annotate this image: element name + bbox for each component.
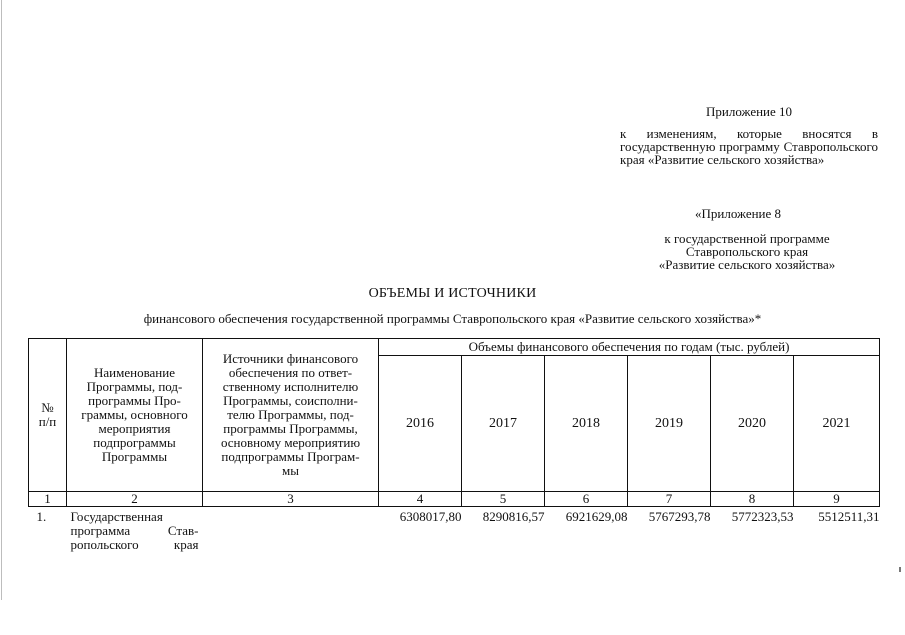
annex8-text [634, 232, 860, 271]
table-row [29, 507, 880, 553]
column-number: 8 [711, 492, 794, 507]
column-number: 3 [203, 492, 379, 507]
annex8-line: Ставропольского края [685, 244, 809, 259]
financing-table [28, 338, 880, 552]
header-name-line: граммы, основного [81, 407, 188, 422]
header-volumes: Объемы финансового обеспечения по годам (тыс. рублей) [379, 339, 880, 356]
column-number: 5 [462, 492, 545, 507]
header-num [29, 339, 67, 492]
row-name-line: ропольского края [70, 537, 199, 552]
annex8-title: «Приложение 8 [695, 206, 782, 221]
header-year: 2021 [794, 356, 880, 492]
header-year: 2016 [379, 356, 462, 492]
header-name-line: Программы, под- [86, 379, 183, 394]
row-value: 8290816,57 [482, 509, 545, 524]
header-num-line: п/п [38, 414, 57, 429]
document-title: ОБЪЕМЫ И ИСТОЧНИКИ [368, 286, 537, 301]
header-source-line: Программы, соисполни- [223, 393, 358, 408]
annex8-line: к государственной программе [664, 231, 830, 246]
header-year: 2020 [711, 356, 794, 492]
header-source-line: телю Программы, под- [227, 407, 354, 422]
header-row [29, 339, 880, 356]
row-name-line: программа Став- [70, 523, 199, 538]
column-number: 9 [794, 492, 880, 507]
column-number: 7 [628, 492, 711, 507]
header-source-line: обеспечения по ответ- [228, 365, 353, 380]
row-name [67, 507, 203, 553]
header-source-line: ственному исполнителю [222, 379, 359, 394]
column-number: 2 [67, 492, 203, 507]
row-value: 5512511,31 [818, 509, 880, 524]
annex8-line: «Развитие сельского хозяйства» [658, 257, 836, 272]
header-name-line: мероприятия [98, 421, 171, 436]
header-name [67, 339, 203, 492]
row-value: 6921629,08 [565, 509, 628, 524]
row-value: 5767293,78 [648, 509, 711, 524]
header-source-line: основному мероприятию [220, 435, 361, 450]
header-source-line: подпрограммы Програм- [221, 449, 360, 464]
column-number-row [29, 492, 880, 507]
column-number: 4 [379, 492, 462, 507]
header-source [203, 339, 379, 492]
header-source-line: Источники финансового [222, 351, 359, 366]
row-number: 1. [36, 509, 47, 524]
row-value: 6308017,80 [399, 509, 462, 524]
document-subtitle: финансового обеспечения государственной программы Ставропольского края «Развитие сельского хозяйства»* [143, 311, 762, 326]
column-number: 1 [29, 492, 67, 507]
header-source-line: мы [282, 463, 299, 478]
row-name-line: Государственная [70, 509, 163, 524]
column-number: 6 [545, 492, 628, 507]
header-year: 2017 [462, 356, 545, 492]
header-source-line: программы Программы, [223, 421, 358, 436]
header-name-line: подпрограммы [93, 435, 176, 450]
header-name-line: Наименование [94, 365, 175, 380]
row-value: 5772323,53 [731, 509, 794, 524]
row-source [203, 507, 379, 553]
header-year: 2018 [545, 356, 628, 492]
header-year: 2019 [628, 356, 711, 492]
header-name-line: Программы [101, 449, 168, 464]
header-name-line: программы Про- [88, 393, 181, 408]
annex-text: к изменениям, которые вносятся в государственную программу Ставропольского края «Развитие сельского хозяйства» [620, 126, 878, 167]
header-num-line: № [41, 400, 54, 415]
annex-title: Приложение 10 [706, 104, 793, 119]
page-edge-mark [899, 567, 901, 572]
